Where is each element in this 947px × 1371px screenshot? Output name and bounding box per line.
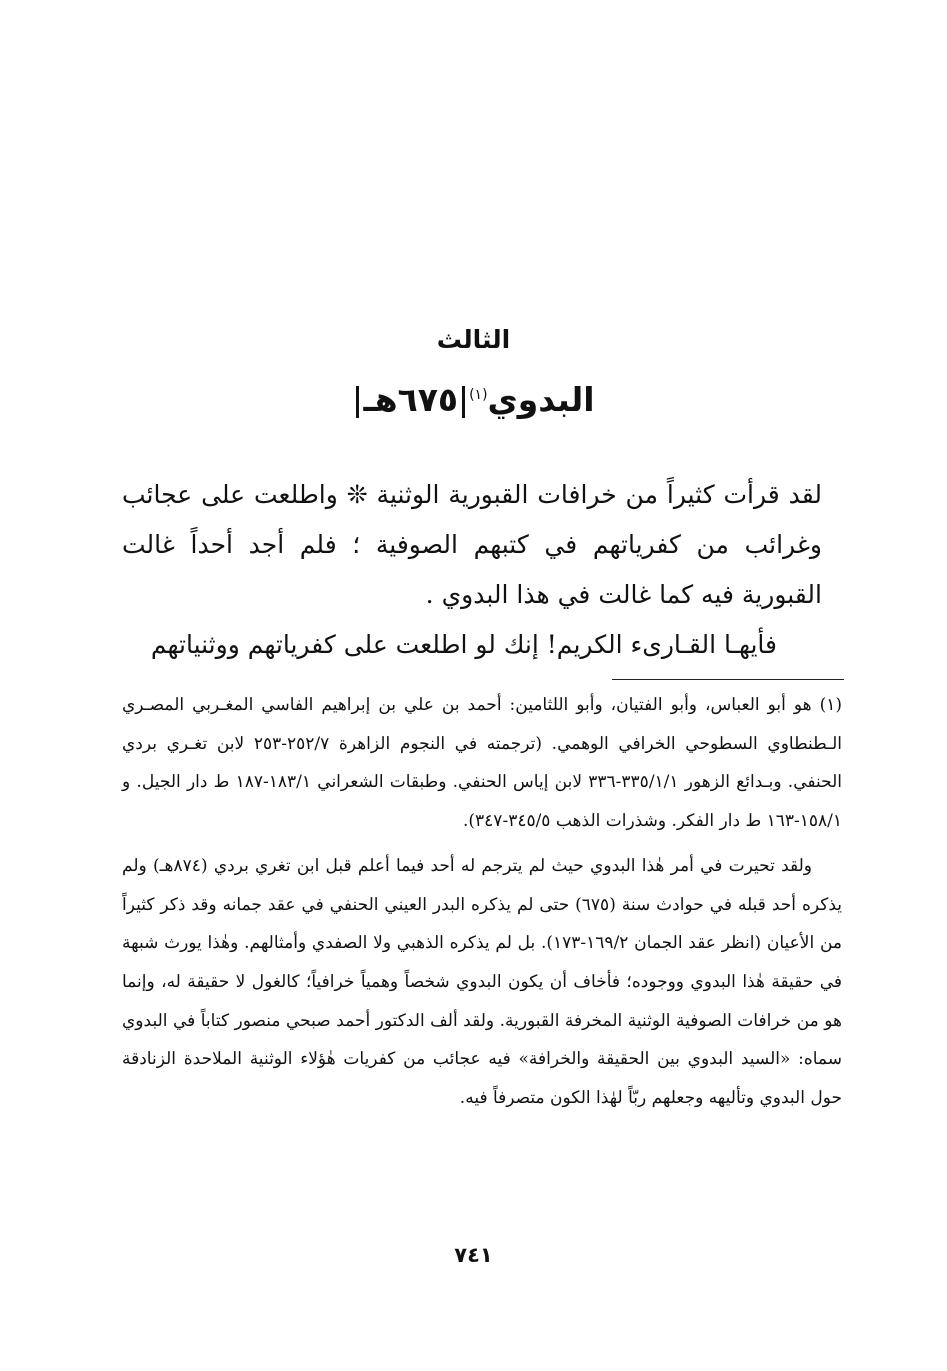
footnote-section (122, 686, 842, 1118)
footnote-separator-line (612, 679, 844, 680)
title-name: البدوي (487, 380, 595, 419)
title-bar-divider-end (356, 386, 359, 418)
chapter-ordinal-heading: الثالث (436, 325, 511, 354)
main-paragraph: لقد قرأت كثيراً من خرافات القبورية الوثنية ❊ واطلعت على عجائب وغرائب من كفرياتهم في كتبهم الصوفية ؛ فلم أجد أحداً غالت القبورية فيه كما غالت في هذا البدوي . (122, 480, 822, 609)
main-text (122, 470, 822, 670)
title-bar-divider (462, 386, 465, 418)
footnote-reference-marker: (١) (469, 387, 488, 403)
footnote-paragraph: ولقد تحيرت في أمر هٰذا البدوي حيث لم يترجم له أحد فيما أعلم قبل ابن تغري بردي (٨٧٤هـ) ولم يذكره أحد قبله في حوادث سنة (٦٧٥) حتى لم يذكره البدر العيني الحنفي في عقد جمانه وقد ذكر كثيراً من الأعيان (انظر عقد الجمان ١٦٩/٢-١٧٣). بل لم يذكره الذهبي ولا الصفدي وأمثالهم. وهٰذا يورث شبهة في حقيقة هٰذا البدوي ووجوده؛ فأخاف أن يكون البدوي شخصاً وهمياً خرافياً؛ كالغول لا حقيقة له، وإنما هو من خرافات الصوفية الوثنية المخرفة القبورية. ولقد ألف الدكتور أحمد صبحي منصور كتاباً في البدوي سماه: «السيد البدوي بين الحقيقة والخرافة» فيه عجائب من كفريات هٰؤلاء الوثنية الملاحدة الزنادقة حول البدوي وتأليهه وجعلهم ربّاً لهٰذا الكون متصرفاً فيه. (122, 855, 843, 1109)
footnote-paragraph: (١) هو أبو العباس، وأبو الفتيان، وأبو اللثامين: أحمد بن علي بن إبراهيم الفاسي المغـربي المصـري الـطنطاوي السطوحي الخرافي الوهمي. (ترجمته في النجوم الزاهرة ٢٥٢/٧-٢٥٣ لابن تغـري بردي الحنفي. وبـدائع الزهور ٣٣٥/١/١-٣٣٦ لابن إياس الحنفي. وطبقات الشعراني ١٨٣/١-١٨٧ ط دار الجيل. و ١٥٨/١-١٦٣ ط دار الفكر. وشذرات الذهب ٣٤٥/٥-٣٤٧). (122, 695, 842, 832)
page-number: ٧٤١ (454, 1243, 493, 1267)
title-year: ٦٧٥هـ (363, 380, 459, 419)
chapter-title-heading (0, 372, 947, 423)
main-paragraph: فأيهـا القـارىء الكريم! إنك لو اطلعت على كفرياتهم ووثنياتهم (150, 630, 777, 659)
